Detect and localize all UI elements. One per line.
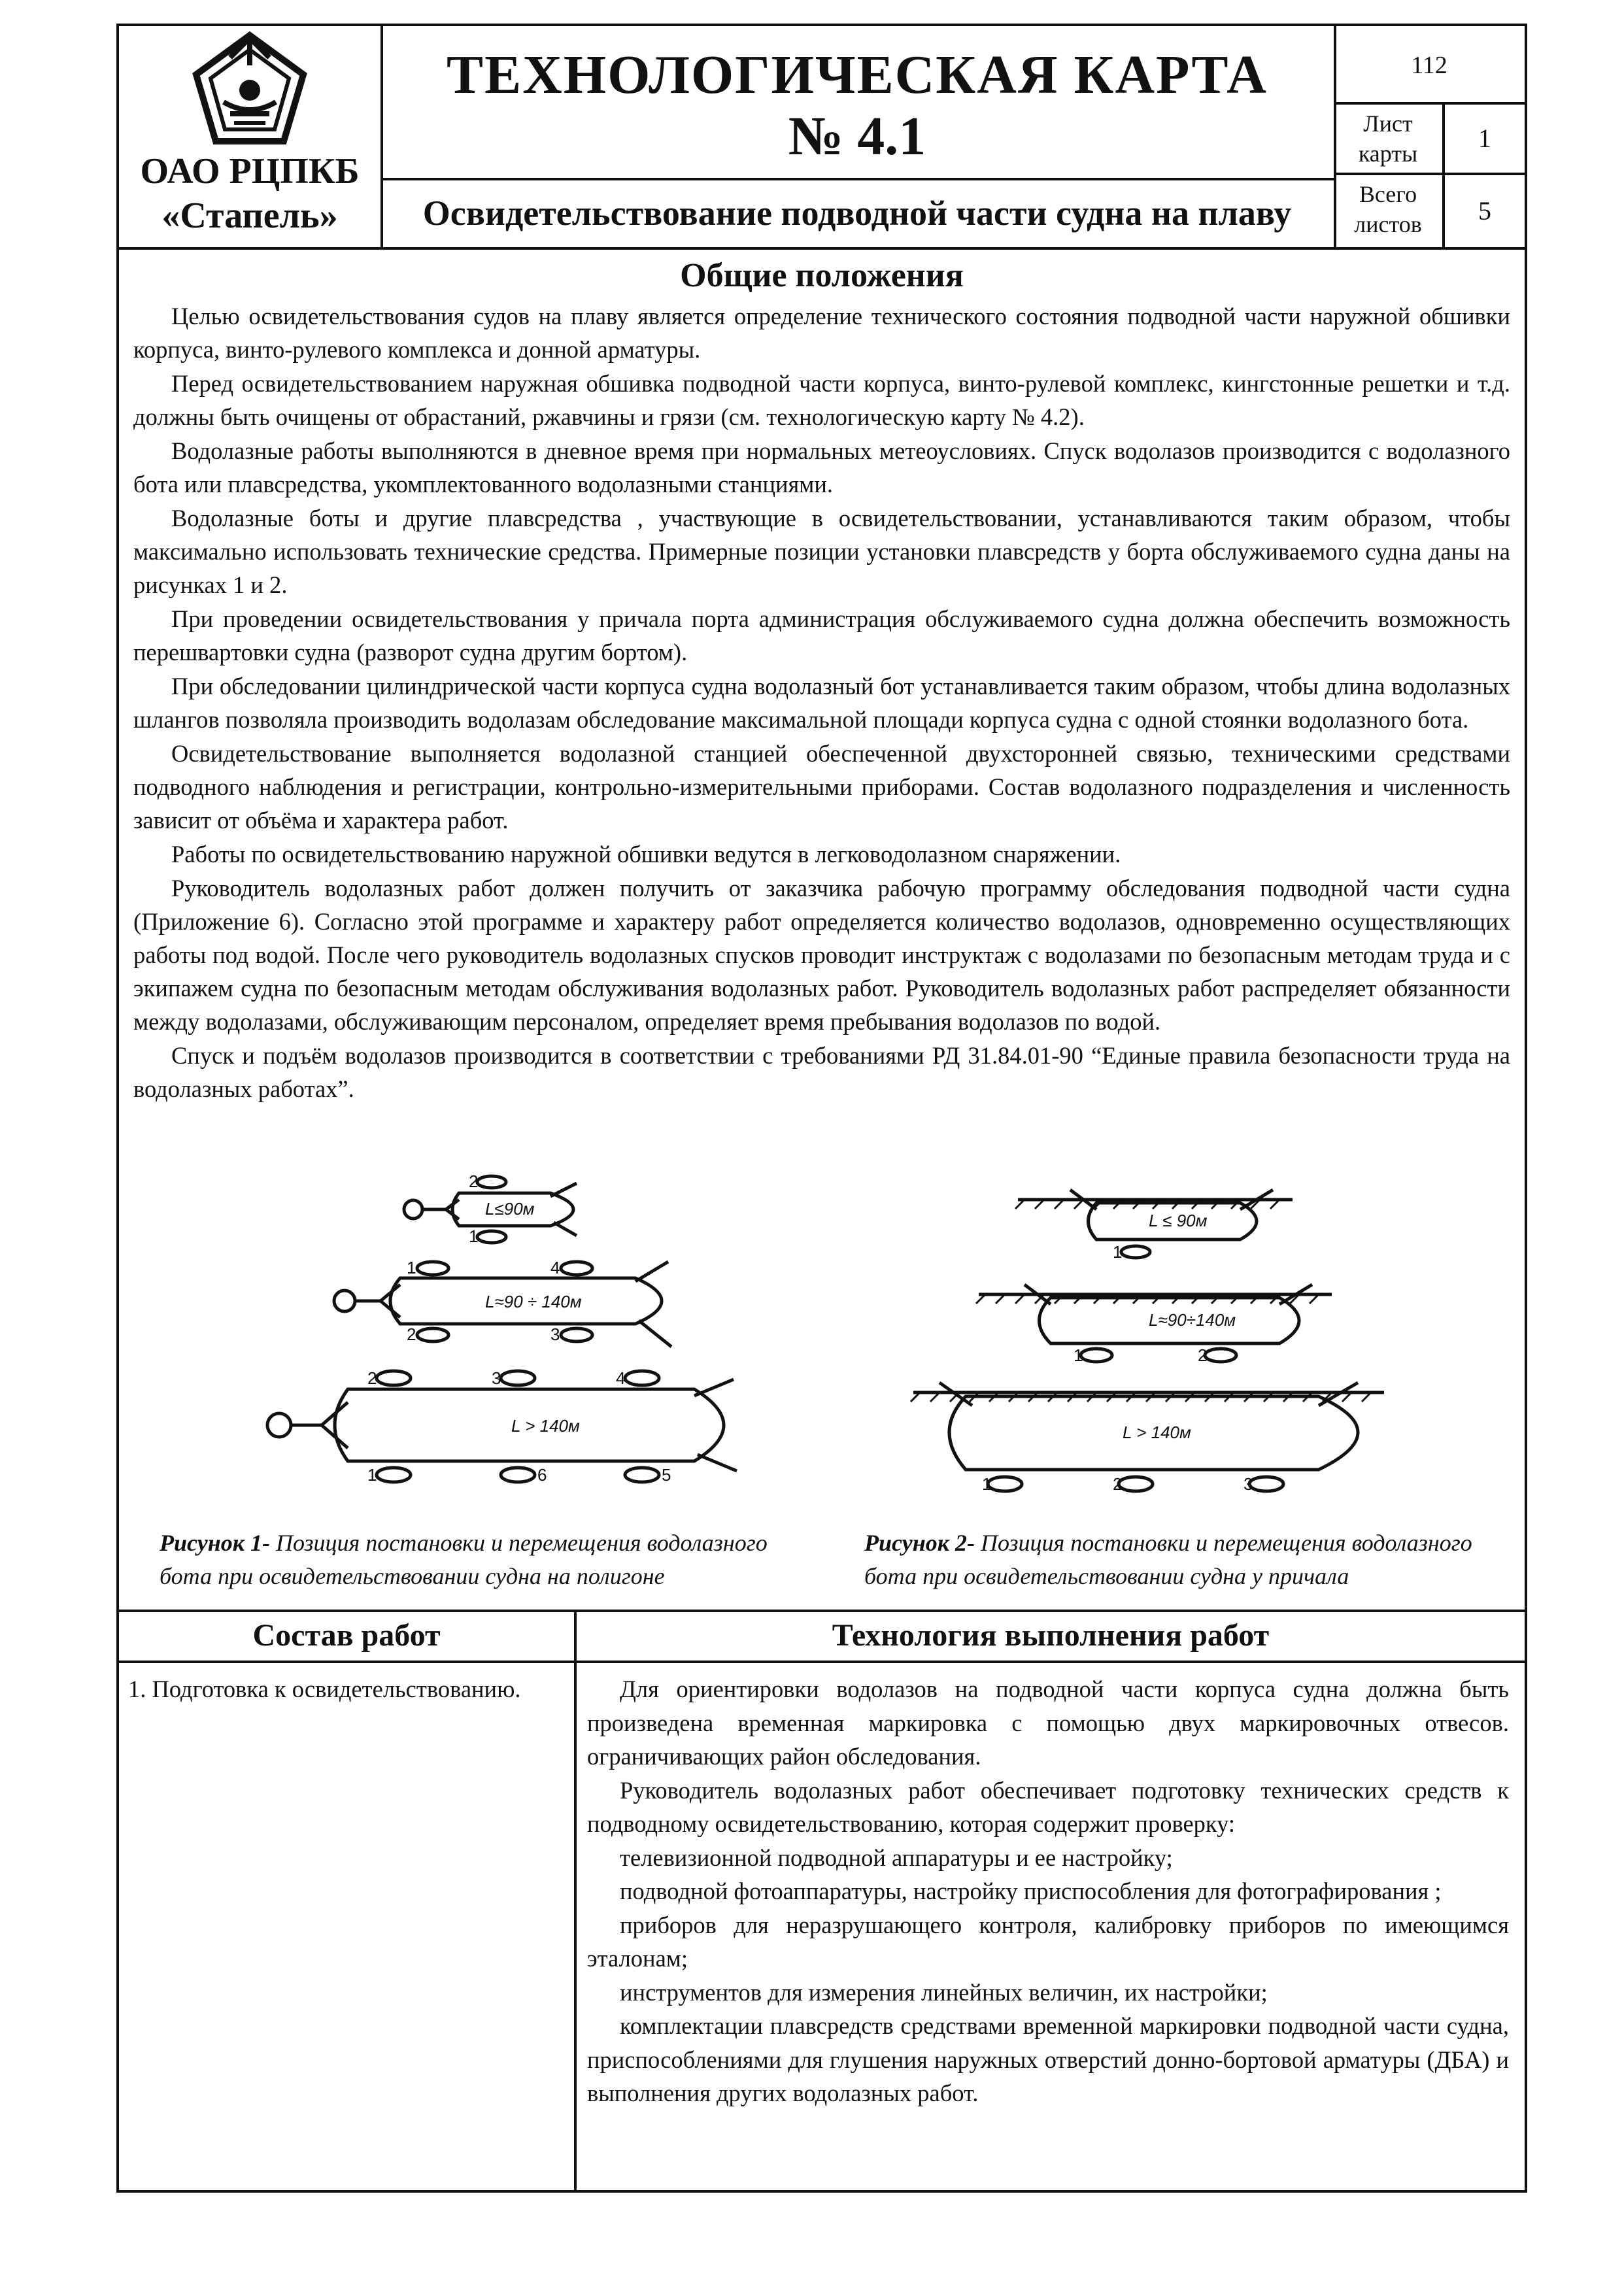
document-title: ТЕХНОЛОГИЧЕСКАЯ КАРТА	[447, 44, 1268, 105]
total-label-line2: листов	[1354, 211, 1422, 237]
fig1-ship3-label: L > 140м	[511, 1416, 580, 1436]
paragraph: Спуск и подъём водолазов производится в соответствии с требованиями РД 31.84.01-90 “Единые правила безопасности труда на водолазных работах”.	[133, 1042, 1510, 1102]
fig2-ship2-label: L≈90÷140м	[1149, 1310, 1236, 1330]
fig1-boat-number: 2	[367, 1368, 377, 1388]
paragraph: При проведении освидетельствования у причала порта администрация обслуживаемого судна должна обеспечить возможность перешвартовки судна (разворот судна другим бортом).	[133, 605, 1510, 666]
paragraph: подводной фотоаппаратуры, настройку приспособления для фотографирования ;	[620, 1878, 1442, 1904]
organization-name: ОАО РЦПКБ	[140, 151, 360, 192]
paragraph: Освидетельствование выполняется водолазной станцией обеспеченной двухсторонней связью, техническими средствами подводного наблюдения и регистрации, контрольно-измерительными приборами. Состав водолазного подразделения и численность зависит от объёма и характера работ.	[133, 740, 1510, 834]
fig2-ship1-label: L ≤ 90м	[1149, 1211, 1208, 1230]
header-divider	[119, 1661, 1525, 1663]
sheet-label	[1334, 105, 1445, 175]
paragraph: приборов для неразрушающего контроля, калибровку приборов по имеющимся эталонам;	[587, 1911, 1509, 1972]
paragraph: Водолазные работы выполняются в дневное время при нормальных метеоусловиях. Спуск водолазов производится с водолазного бота или плавсредства, укомплектованного водолазными станциями.	[133, 437, 1510, 498]
figure-1-caption	[160, 1527, 813, 1593]
fig1-boat-number: 2	[469, 1172, 479, 1191]
paragraph: Руководитель водолазных работ обеспечивает подготовку технических средств к подводному освидетельствованию, которая содержит проверку:	[587, 1776, 1509, 1837]
fig1-boat-number: 2	[407, 1324, 416, 1344]
general-provisions-text	[133, 299, 1510, 1106]
paragraph: Руководитель водолазных работ должен получить от заказчика рабочую программу обследования подводной части судна (Приложение 6). Согласно этой программе и характеру работ определяется количество водолазов, одновременно осуществляющих работы под водой. После чего руководитель водолазных спусков проводит инструктаж с водолазами по безопасным методам труда и с экипажем судна по безопасным методам обслуживания водолазных работ. Руководитель водолазных работ распределяет обязанности между водолазами, обслуживающим персоналом, определяет время пребывания водолазов по водой.	[133, 875, 1510, 1035]
fig1-boat-number: 1	[407, 1258, 416, 1277]
figures-block	[119, 1164, 1525, 1608]
figure-2-caption	[864, 1527, 1505, 1593]
fig1-boat-number: 1	[469, 1226, 479, 1246]
fig1-boat-number: 3	[492, 1368, 501, 1388]
header-block	[119, 26, 1525, 250]
figure-1-caption-text: Позиция постановки и перемещения водолазного бота при освидетельствовании судна на полигоне	[160, 1530, 768, 1589]
technological-card-page	[116, 24, 1527, 2193]
general-provisions-heading: Общие положения	[680, 257, 964, 294]
paragraph: инструментов для измерения линейных величин, их настройки;	[620, 1978, 1268, 2006]
works-column-header: Состав работ	[252, 1618, 441, 1653]
figure-2-diagram	[822, 1164, 1525, 1530]
title-cell	[381, 26, 1336, 247]
paragraph: Перед освидетельствованием наружная обшивка подводной части корпуса, винто-рулевой комплекс, кингстонные решетки и т.д. должны быть очищены от обрастаний, ржавчины и грязи (см. технологическую карту № 4.2).	[133, 370, 1510, 430]
fig2-ship3-label: L > 140м	[1123, 1423, 1191, 1442]
sheet-label-line1: Лист	[1363, 110, 1413, 137]
fig2-boat-number: 2	[1198, 1345, 1208, 1365]
fig1-boat-number: 3	[550, 1324, 560, 1344]
column-divider	[574, 1612, 577, 2193]
organization-cell	[119, 26, 383, 247]
paragraph: Для ориентировки водолазов на подводной части корпуса судна должна быть произведена временная маркировка с помощью двух маркировочных отвесов. ограничивающих район обследования.	[587, 1676, 1509, 1770]
fig2-boat-number: 2	[1113, 1474, 1123, 1494]
fig1-boat-number: 4	[550, 1258, 560, 1277]
fig1-ship2-label: L≈90 ÷ 140м	[485, 1292, 582, 1311]
paragraph: Водолазные боты и другие плавсредства , участвующие в освидетельствовании, устанавливаются таким образом, чтобы максимально использовать технические средства. Примерные позиции установки плавсредств у борта обслуживаемого судна даны на рисунках 1 и 2.	[133, 505, 1510, 598]
fig2-boat-number: 1	[1113, 1242, 1123, 1262]
figure-2-caption-text: Позиция постановки и перемещения водолазного бота при освидетельствовании судна у причала	[864, 1530, 1472, 1589]
card-number: № 4.1	[788, 106, 926, 167]
fig2-boat-number: 1	[982, 1474, 992, 1494]
fig1-boat-number: 4	[616, 1368, 626, 1388]
paragraph: комплектации плавсредств средствами временной маркировки подводной части судна, приспособлениями для глушения наружных отверстий донно-бортовой арматуры (ДБА) и выполнения других водолазных работ.	[587, 2012, 1509, 2106]
technology-column-header: Технология выполнения работ	[832, 1618, 1270, 1653]
works-table	[119, 1610, 1525, 2193]
total-value: 5	[1478, 196, 1491, 226]
technology-text	[587, 1672, 1509, 2110]
figure-2-caption-label: Рисунок 2-	[864, 1530, 975, 1556]
paragraph: телевизионной подводной аппаратуры и ее настройку;	[620, 1844, 1173, 1871]
paragraph: Целью освидетельствования судов на плаву является определение технического состояния подводной части наружной обшивки корпуса, винто-рулевого комплекса и донной арматуры.	[133, 303, 1510, 363]
fig1-boat-number: 6	[537, 1465, 547, 1485]
total-label	[1334, 175, 1445, 247]
fig1-boat-number: 1	[367, 1465, 377, 1485]
figure-1-caption-label: Рисунок 1-	[160, 1530, 270, 1556]
fig2-boat-number: 1	[1074, 1345, 1083, 1365]
work-item: 1. Подготовка к освидетельствованию.	[128, 1676, 521, 1702]
fig1-boat-number: 5	[662, 1465, 671, 1485]
fig1-ship1-label: L≤90м	[485, 1199, 535, 1219]
sheet-info-cell	[1334, 26, 1525, 247]
organization-brand: «Стапель»	[161, 195, 338, 236]
sheet-label-line2: карты	[1358, 141, 1418, 167]
figure-1-diagram	[119, 1164, 822, 1530]
document-subtitle: Освидетельствование подводной части судна на плаву	[381, 178, 1334, 247]
total-label-line1: Всего	[1359, 181, 1417, 207]
sheet-value: 1	[1445, 105, 1525, 175]
paragraph: При обследовании цилиндрической части корпуса судна водолазный бот устанавливается таким образом, чтобы длина водолазных шлангов позволяла производить водолазам обследование максимальной площади корпуса судна с одной стоянки водолазного бота.	[133, 673, 1510, 733]
company-logo-icon	[191, 31, 309, 149]
fig2-boat-number: 3	[1243, 1474, 1253, 1494]
paragraph: Работы по освидетельствованию наружной обшивки ведутся в легководолазном снаряжении.	[171, 841, 1121, 868]
page-number: 112	[1334, 26, 1525, 105]
